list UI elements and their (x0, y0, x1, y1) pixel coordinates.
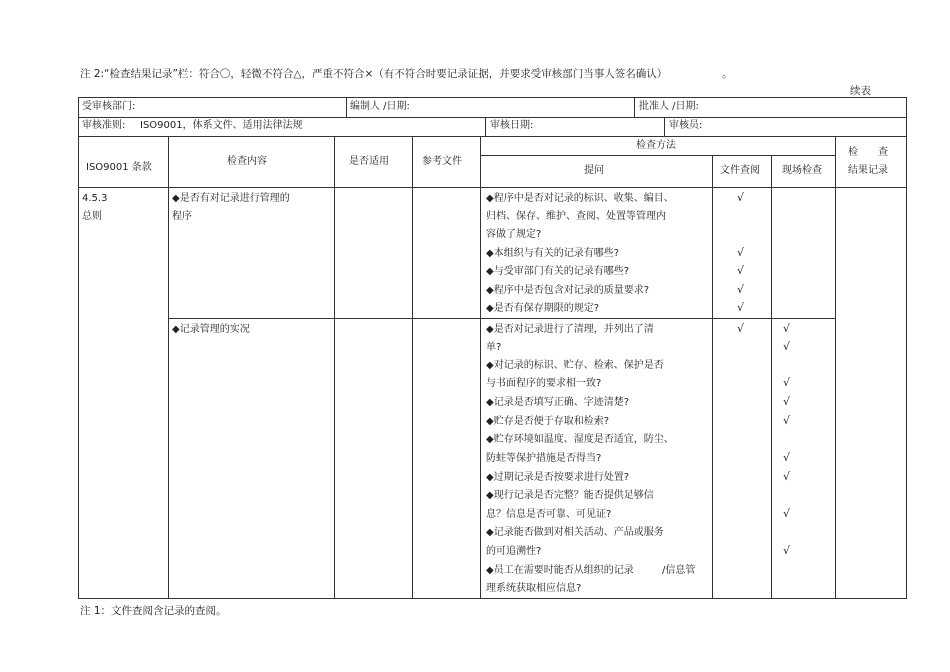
section2-content: ◆记录管理的实况 (172, 324, 250, 335)
s2-q6-site-check: √ (783, 470, 791, 483)
editor-label: 编制人 /日期: (350, 101, 410, 112)
s1-q5-doc-check: √ (737, 301, 745, 314)
s2-q5-site-check: √ (783, 451, 791, 464)
s2-q2-line1: ◆对记录的标识、贮存、检索、保护是否 (486, 360, 664, 371)
clause-title: 总则 (82, 211, 102, 222)
col-question: 提问 (584, 165, 604, 176)
s1-q2: ◆本组织与有关的记录有哪些? (486, 248, 619, 259)
s2-q2-line2: 与书面程序的要求相一致? (486, 378, 602, 389)
col-doc-review: 文件查阅 (720, 165, 760, 176)
dept-label: 受审核部门: (82, 101, 136, 112)
s2-q7-line1: ◆现行记录是否完整？能否提供足够信 (486, 490, 654, 501)
s1-q3: ◆与受审部门有关的记录有哪些? (486, 266, 629, 277)
section1-content-line2: 程序 (172, 211, 192, 222)
s1-q2-doc-check: √ (737, 246, 745, 259)
approver-label: 批准人 /日期: (639, 101, 699, 112)
s2-q2-site-check: √ (783, 376, 791, 389)
s1-q1-line1: ◆程序中是否对记录的标识、收集、编目、 (486, 193, 674, 204)
audit-date-label: 审核日期: (490, 120, 534, 131)
continued-label: 续表 (850, 85, 871, 97)
s2-q4: ◆贮存是否便于存取和检索? (486, 416, 609, 427)
s2-q8-site-check: √ (783, 544, 791, 557)
s1-q1-doc-check: √ (737, 191, 745, 204)
col-content: 检查内容 (227, 156, 267, 167)
col-result-line2: 结果记录 (848, 165, 888, 176)
s2-q7-line2: 息？信息是否可靠、可见证? (486, 509, 612, 520)
s2-q3-site-check: √ (783, 395, 791, 408)
s2-q8-line1: ◆记录能否做到对相关活动、产品或服务 (486, 527, 664, 538)
s2-q3: ◆记录是否填写正确、字迹清楚? (486, 397, 629, 408)
s2-q1-site-check: √ (783, 322, 791, 335)
auditor-label: 审核员: (669, 120, 703, 131)
s1-q3-doc-check: √ (737, 264, 745, 277)
s1-q1-line3: 容做了规定? (486, 229, 542, 240)
s2-q7-site-check: √ (783, 507, 791, 520)
s2-q9-line2: 理系统获取相应信息? (486, 583, 582, 594)
clause-number: 4.5.3 (82, 193, 108, 204)
col-result-line1: 检 查 (848, 147, 888, 158)
s2-q5-line1: ◆贮存环境如温度、湿度是否适宜，防尘、 (486, 434, 674, 445)
s2-q6: ◆过期记录是否按要求进行处置? (486, 472, 629, 483)
criteria-value: ISO9001，体系文件、适用法律法规 (140, 120, 303, 131)
s2-q8-line2: 的可追溯性? (486, 546, 542, 557)
s1-q1-line2: 归档、保存、维护、查阅、处置等管理内 (486, 211, 666, 222)
s1-q5: ◆是否有保存期限的规定? (486, 303, 599, 314)
s2-q1b-site-check: √ (783, 340, 791, 353)
s2-q1-line1: ◆是否对记录进行了清理，并列出了清 (486, 324, 654, 335)
s2-q4-site-check: √ (783, 414, 791, 427)
note-top: 注 2:“检查结果记录”栏：符合〇，轻微不符合△，严重不符合×（有不符合时要记录证据，并要求受审核部门当事人签名确认） 。 (80, 68, 733, 80)
col-reference: 参考文件 (422, 156, 462, 167)
s2-q9-line1b: /信息管 (662, 565, 696, 576)
criteria-label: 审核准则: (82, 120, 126, 131)
s2-q5-line2: 防蛀等保护措施是否得当? (486, 453, 602, 464)
s2-q1-doc-check: √ (737, 322, 745, 335)
s1-q4-doc-check: √ (737, 283, 745, 296)
s1-q4: ◆程序中是否包含对记录的质量要求? (486, 285, 649, 296)
section1-content-line1: ◆是否有对记录进行管理的 (172, 193, 290, 204)
col-method: 检查方法 (636, 140, 676, 151)
s2-q9-line1a: ◆员工在需要时能否从组织的记录 (486, 565, 634, 576)
note-bottom: 注 1：文件查阅含记录的查阅。 (80, 605, 227, 617)
col-applicable: 是否适用 (349, 156, 389, 167)
col-site-check: 现场检查 (782, 165, 822, 176)
s2-q1-line2: 单? (486, 342, 502, 353)
col-clause: ISO9001 条款 (86, 162, 152, 173)
